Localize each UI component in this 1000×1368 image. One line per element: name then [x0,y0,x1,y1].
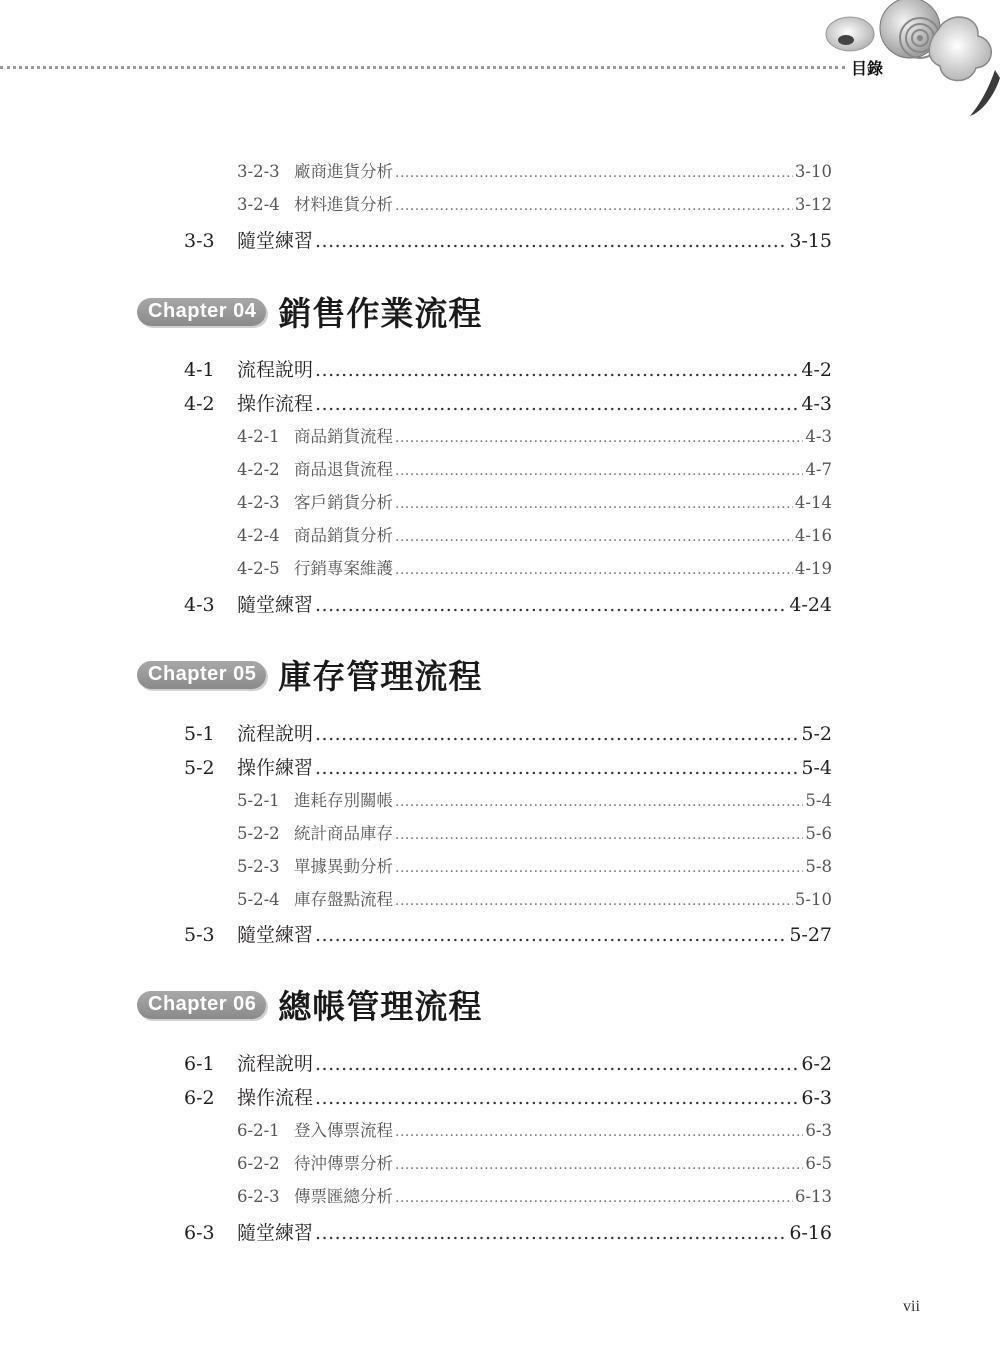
entry-page-number: 4-14 [794,493,832,512]
entry-title: 材料進貨分析 [294,195,393,214]
toc-section-entry[interactable] [184,389,832,416]
entry-number: 3-3 [184,230,215,252]
entry-number: 5-3 [184,924,215,946]
entry-page-number: 3-10 [794,162,832,181]
toc-section-entry[interactable] [184,590,832,617]
entry-page-number: 6-5 [805,1154,832,1173]
dot-leader [315,924,787,946]
dot-leader [395,463,803,479]
entry-title: 登入傳票流程 [294,1121,393,1140]
header-title: 目錄 [851,59,884,78]
chapter-title: 銷售作業流程 [278,294,483,333]
entry-number: 4-1 [184,359,215,381]
entry-number: 6-2-1 [237,1121,280,1140]
entry-number: 5-2-3 [237,857,280,876]
entry-title: 行銷專案維護 [294,559,393,578]
toc-subsection-entry[interactable] [237,489,832,513]
toc-section-entry[interactable] [184,226,832,253]
entry-page-number: 4-7 [805,460,832,479]
entry-number: 4-3 [184,594,215,616]
toc-section-entry[interactable] [184,719,832,746]
chapter-heading [137,981,482,1028]
entry-number: 5-2-4 [237,890,280,909]
entry-title: 隨堂練習 [237,230,314,252]
dot-leader [315,1087,799,1109]
dot-leader [315,723,799,745]
toc-subsection-entry[interactable] [237,555,832,579]
entry-title: 庫存盤點流程 [294,890,393,909]
dot-leader [315,594,787,616]
entry-title: 統計商品庫存 [294,824,393,843]
toc-subsection-entry[interactable] [237,1117,832,1141]
toc-subsection-entry[interactable] [237,820,832,844]
dot-leader [395,827,803,843]
entry-title: 商品銷貨流程 [294,427,393,446]
page-number: vii [903,1298,920,1315]
entry-number: 5-2-1 [237,791,280,810]
entry-number: 3-2-3 [237,162,280,181]
entry-page-number: 4-2 [801,359,832,381]
chapter-heading [137,288,482,335]
chapter-badge: Chapter 06 [137,991,266,1019]
toc-subsection-entry[interactable] [237,191,832,215]
dot-leader [395,529,793,545]
entry-title: 流程說明 [237,723,314,745]
entry-title: 進耗存別關帳 [294,791,393,810]
entry-page-number: 6-3 [805,1121,832,1140]
chapter-heading [137,651,482,698]
entry-title: 隨堂練習 [237,1222,314,1244]
toc-section-entry[interactable] [184,920,832,947]
entry-page-number: 6-3 [801,1087,832,1109]
toc-section-entry[interactable] [184,355,832,382]
dot-leader [395,1124,803,1140]
entry-page-number: 5-4 [801,757,832,779]
dot-leader [395,165,793,181]
entry-number: 6-2-2 [237,1154,280,1173]
toc-section-entry[interactable] [184,753,832,780]
dot-leader [315,359,799,381]
entry-title: 操作流程 [237,393,314,415]
entry-number: 4-2-5 [237,559,280,578]
entry-number: 6-2-3 [237,1187,280,1206]
entry-page-number: 4-16 [794,526,832,545]
dot-leader [395,1157,803,1173]
entry-page-number: 6-16 [789,1222,832,1244]
toc-subsection-entry[interactable] [237,423,832,447]
entry-number: 5-2 [184,757,215,779]
dot-leader [315,230,787,252]
chapter-badge: Chapter 04 [137,298,266,326]
dot-leader [395,860,803,876]
toc-subsection-entry[interactable] [237,1183,832,1207]
chapter-title: 庫存管理流程 [278,657,483,696]
header-dotted-rule [0,66,845,69]
entry-page-number: 5-27 [789,924,832,946]
entry-page-number: 6-2 [801,1053,832,1075]
dot-leader [395,562,793,578]
entry-page-number: 5-4 [805,791,832,810]
entry-number: 3-2-4 [237,195,280,214]
dot-leader [395,198,793,214]
entry-title: 商品銷貨分析 [294,526,393,545]
entry-number: 4-2-2 [237,460,280,479]
entry-page-number: 3-12 [794,195,832,214]
entry-title: 待沖傳票分析 [294,1154,393,1173]
entry-title: 傳票匯總分析 [294,1187,393,1206]
entry-page-number: 4-3 [805,427,832,446]
entry-title: 操作流程 [237,1087,314,1109]
entry-title: 商品退貨流程 [294,460,393,479]
toc-section-entry[interactable] [184,1218,832,1245]
toc-subsection-entry[interactable] [237,456,832,480]
entry-title: 流程說明 [237,359,314,381]
toc-subsection-entry[interactable] [237,853,832,877]
entry-number: 5-1 [184,723,215,745]
toc-subsection-entry[interactable] [237,886,832,910]
vegetable-illustration-icon [820,0,1000,120]
dot-leader [395,794,803,810]
entry-number: 5-2-2 [237,824,280,843]
toc-section-entry[interactable] [184,1049,832,1076]
toc-subsection-entry[interactable] [237,158,832,182]
dot-leader [315,1222,787,1244]
dot-leader [315,757,799,779]
entry-number: 4-2-4 [237,526,280,545]
entry-title: 操作練習 [237,757,314,779]
entry-title: 客戶銷貨分析 [294,493,393,512]
dot-leader [395,1190,793,1206]
entry-number: 4-2-1 [237,427,280,446]
entry-page-number: 5-6 [805,824,832,843]
dot-leader [395,893,793,909]
entry-title: 廠商進貨分析 [294,162,393,181]
entry-number: 6-1 [184,1053,215,1075]
toc-subsection-entry[interactable] [237,1150,832,1174]
dot-leader [315,1053,799,1075]
entry-page-number: 5-2 [801,723,832,745]
entry-page-number: 4-24 [789,594,832,616]
chapter-title: 總帳管理流程 [278,987,483,1026]
entry-page-number: 4-3 [801,393,832,415]
entry-title: 流程說明 [237,1053,314,1075]
dot-leader [395,430,803,446]
toc-subsection-entry[interactable] [237,522,832,546]
toc-section-entry[interactable] [184,1083,832,1110]
entry-number: 4-2 [184,393,215,415]
dot-leader [315,393,799,415]
entry-page-number: 5-10 [794,890,832,909]
dot-leader [395,496,793,512]
toc-subsection-entry[interactable] [237,787,832,811]
entry-page-number: 4-19 [794,559,832,578]
entry-number: 6-2 [184,1087,215,1109]
entry-page-number: 3-15 [789,230,832,252]
chapter-badge: Chapter 05 [137,661,266,689]
entry-title: 隨堂練習 [237,924,314,946]
entry-page-number: 6-13 [794,1187,832,1206]
entry-title: 單據異動分析 [294,857,393,876]
entry-title: 隨堂練習 [237,594,314,616]
entry-number: 6-3 [184,1222,215,1244]
entry-number: 4-2-3 [237,493,280,512]
entry-page-number: 5-8 [805,857,832,876]
